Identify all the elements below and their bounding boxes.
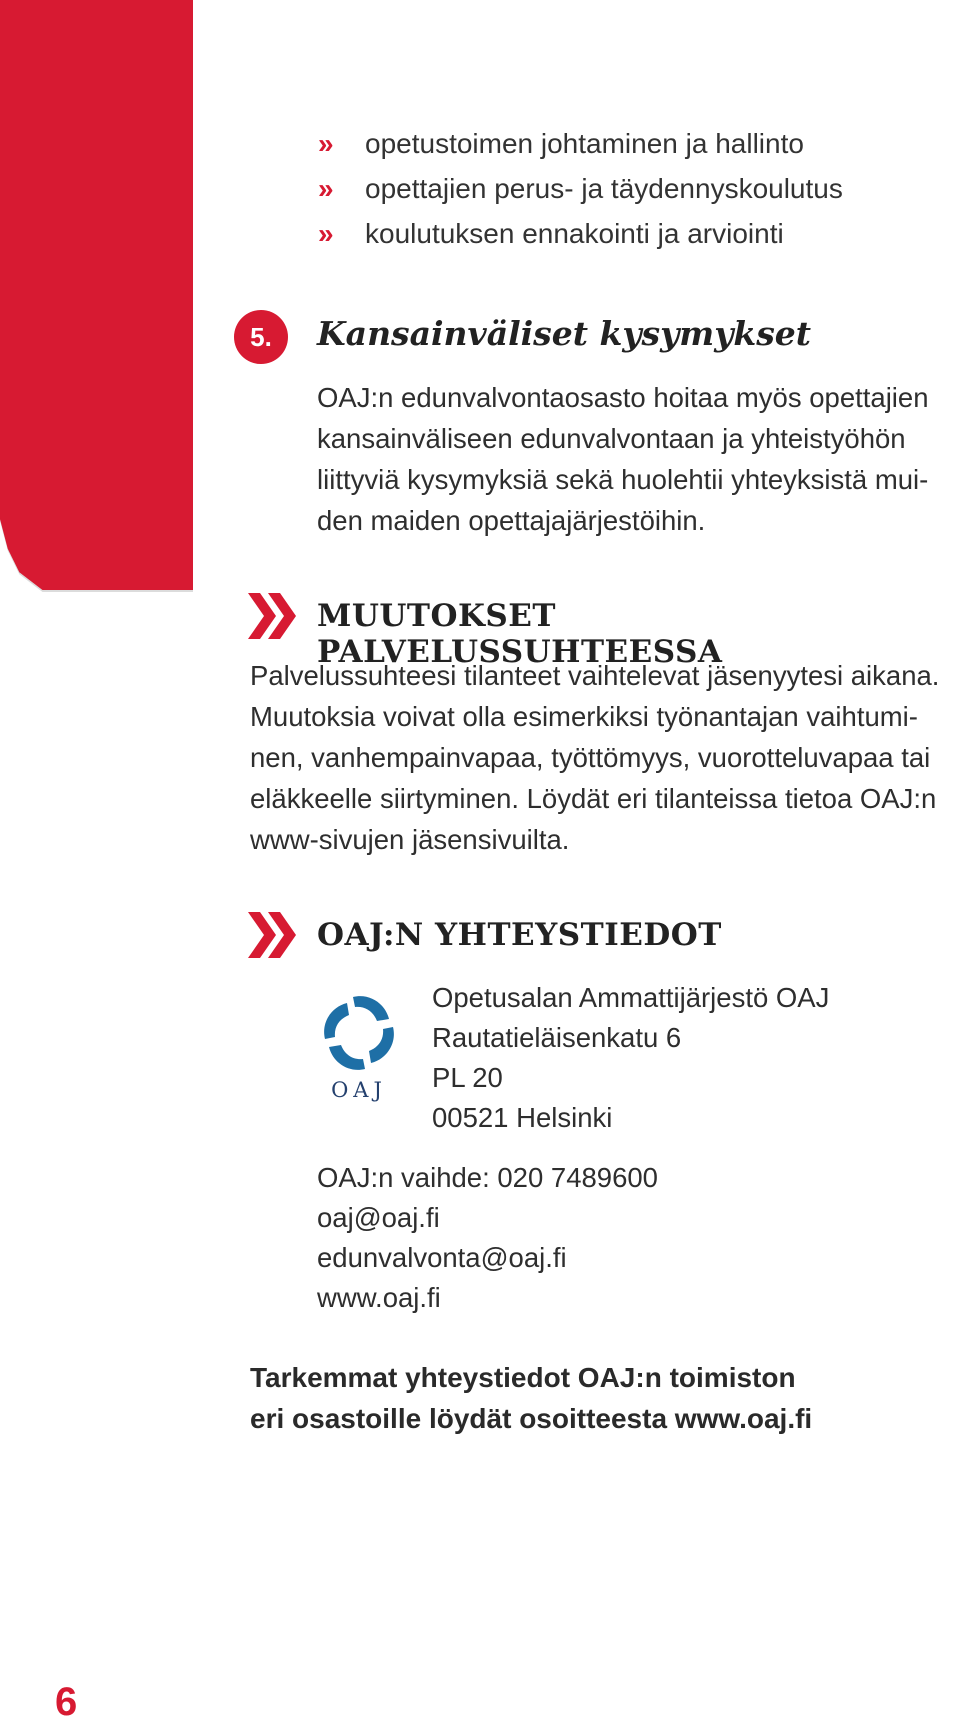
footer-line: eri osastoille löydät osoitteesta www.oaj.fi <box>250 1403 813 1434</box>
logo-text: OAJ <box>331 1078 387 1102</box>
bullet-marker: » <box>318 128 334 159</box>
address-line: 00521 Helsinki <box>432 1102 613 1133</box>
section-number-badge: 5. <box>234 310 288 364</box>
oaj-logo <box>316 985 402 1105</box>
contact-block <box>317 1158 658 1318</box>
paragraph-line: Muutoksia voivat olla esimerkiksi työnantajan vaihtumi- <box>250 701 918 732</box>
section-paragraph <box>317 377 957 541</box>
paragraph-line: kansainväliseen edunvalvontaan ja yhteistyöhön <box>317 423 906 454</box>
bullet-text: opetustoimen johtaminen ja hallinto <box>365 128 804 159</box>
section-title: Kansainväliset kysymykset <box>317 314 812 353</box>
bullet-marker: » <box>318 173 334 204</box>
bullet-text: koulutuksen ennakointi ja arviointi <box>365 218 784 249</box>
paragraph-line: Palvelussuhteesi tilanteet vaihtelevat jäsenyytesi aikana. <box>250 660 940 691</box>
heading-yhteystiedot: OAJ:N YHTEYSTIEDOT <box>317 917 722 953</box>
footer-line: Tarkemmat yhteystiedot OAJ:n toimiston <box>250 1362 796 1393</box>
paragraph-line: liittyviä kysymyksiä sekä huolehtii yhteyksistä mui- <box>317 464 929 495</box>
paragraph-line: eläkkeelle siirtyminen. Löydät eri tilanteissa tietoa OAJ:n <box>250 783 937 814</box>
footer-note <box>250 1357 812 1439</box>
paragraph-line: OAJ:n edunvalvontaosasto hoitaa myös opettajien <box>317 382 929 413</box>
email-link[interactable]: oaj@oaj.fi <box>317 1202 440 1233</box>
address-line: Rautatieläisenkatu 6 <box>432 1022 682 1053</box>
heading-muutokset: MUUTOKSET PALVELUSSUHTEESSA <box>317 598 723 670</box>
bullet-text: opettajien perus- ja täydennyskoulutus <box>365 173 843 204</box>
bullet-list <box>318 128 843 263</box>
list-item <box>318 218 843 263</box>
paragraph-line: nen, vanhempainvapaa, työttömyys, vuorotteluvapaa tai <box>250 742 931 773</box>
list-item <box>318 173 843 218</box>
muutokset-paragraph <box>250 655 950 860</box>
paragraph-line: den maiden opettajajärjestöihin. <box>317 505 706 536</box>
page-number: 6 <box>55 1680 78 1724</box>
list-item <box>318 128 843 173</box>
email-link[interactable]: edunvalvonta@oaj.fi <box>317 1242 567 1273</box>
phone-line: OAJ:n vaihde: 020 7489600 <box>317 1162 658 1193</box>
side-color-tab <box>0 0 193 590</box>
double-chevron-icon <box>248 593 300 639</box>
address-line: PL 20 <box>432 1062 503 1093</box>
double-chevron-icon <box>248 912 300 958</box>
logo-swirl-icon <box>324 996 394 1070</box>
address-line: Opetusalan Ammattijärjestö OAJ <box>432 982 830 1013</box>
website-link[interactable]: www.oaj.fi <box>317 1282 441 1313</box>
paragraph-line: www-sivujen jäsensivuilta. <box>250 824 570 855</box>
address-block <box>432 978 829 1138</box>
bullet-marker: » <box>318 218 334 249</box>
